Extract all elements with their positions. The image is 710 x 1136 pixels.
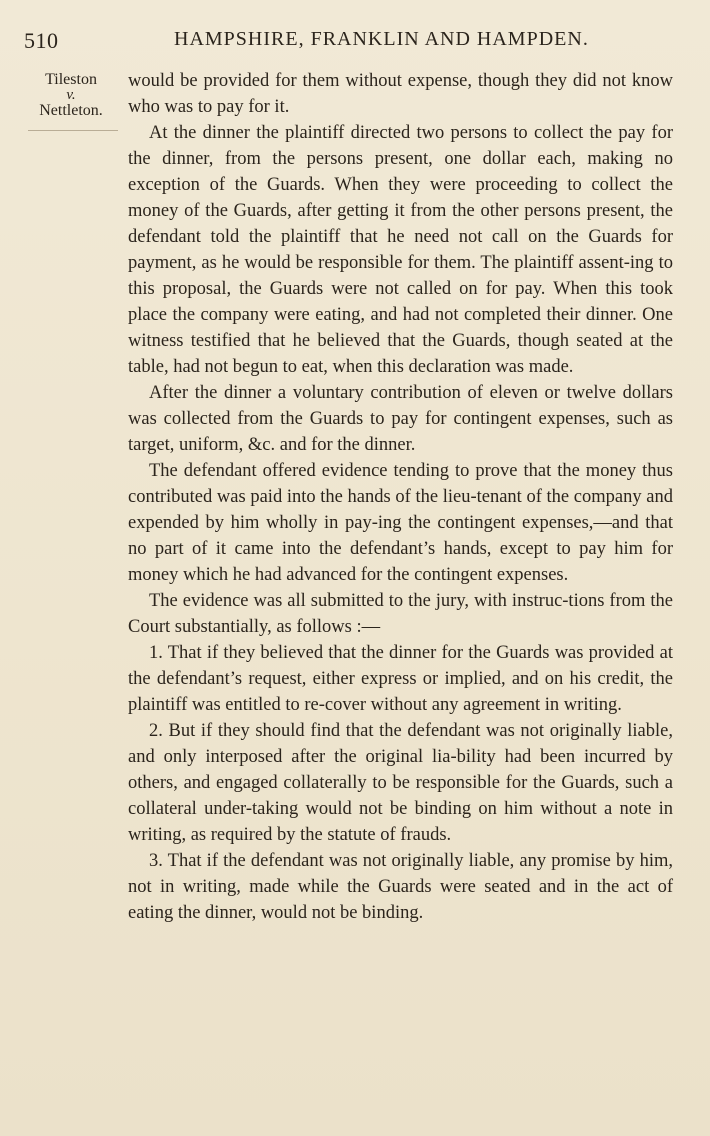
paragraph-voluntary-contribution: After the dinner a voluntary contribution of eleven or twelve dollars was collected from the Guards to pay for contingent expenses, such as target, uniform, &c. and for the dinner. bbox=[128, 383, 673, 455]
instruction-2: 2. But if they should find that the defendant was not originally liable, and only interposed after the original lia-bility had been incurred by others, and engaged collaterally to be responsible for the Guards, such a collateral under-taking would not be binding on him without a note in writing, as required by the statute of frauds. bbox=[128, 721, 673, 845]
case-name-margin-note bbox=[28, 70, 114, 120]
plaintiff-name: Tileston bbox=[45, 71, 97, 88]
instruction-1: 1. That if they believed that the dinner for the Guards was provided at the defendant’s request, either express or implied, and on his credit, the plaintiff was entitled to re-cover without any agreement in writing. bbox=[128, 643, 673, 715]
margin-divider bbox=[28, 130, 118, 131]
paragraph-jury-instructions: The evidence was all submitted to the jury, with instruc-tions from the Court substantially, as follows :— bbox=[128, 591, 673, 637]
versus-label: v. bbox=[66, 87, 76, 103]
page-header bbox=[24, 28, 684, 58]
paragraph-dinner-collection: At the dinner the plaintiff directed two persons to collect the pay for the dinner, from the persons present, one dollar each, making no exception of the Guards. When they were proceeding to collect the money of the Guards, after getting it from the other persons present, the defendant told the plaintiff that he need not call on the Guards for payment, as he would be responsible for them. The plaintiff assent-ing to this proposal, the Guards were not called on for pay. When this took place the company were eating, and had not completed their dinner. One witness testified that he believed that the Guards, though seated at the table, had not begun to eat, when this declaration was made. bbox=[128, 123, 673, 377]
paragraph-continuation: would be provided for them without expense, though they did not know who was to pay for it. bbox=[128, 71, 673, 117]
running-head: HAMPSHIRE, FRANKLIN AND HAMPDEN. bbox=[174, 28, 589, 50]
defendant-name: Nettleton. bbox=[39, 102, 103, 119]
paragraph-defendant-evidence: The defendant offered evidence tending to prove that the money thus contributed was paid into the hands of the lieu-tenant of the company and expended by him wholly in pay-ing the contingent expenses,—and that no part of it came into the defendant’s hands, except to pay him for money which he had advanced for the contingent expenses. bbox=[128, 461, 673, 585]
page-number: 510 bbox=[24, 28, 59, 53]
body-text bbox=[128, 68, 673, 926]
instruction-3: 3. That if the defendant was not originally liable, any promise by him, not in writing, made while the Guards were seated and in the act of eating the dinner, would not be binding. bbox=[128, 851, 673, 923]
